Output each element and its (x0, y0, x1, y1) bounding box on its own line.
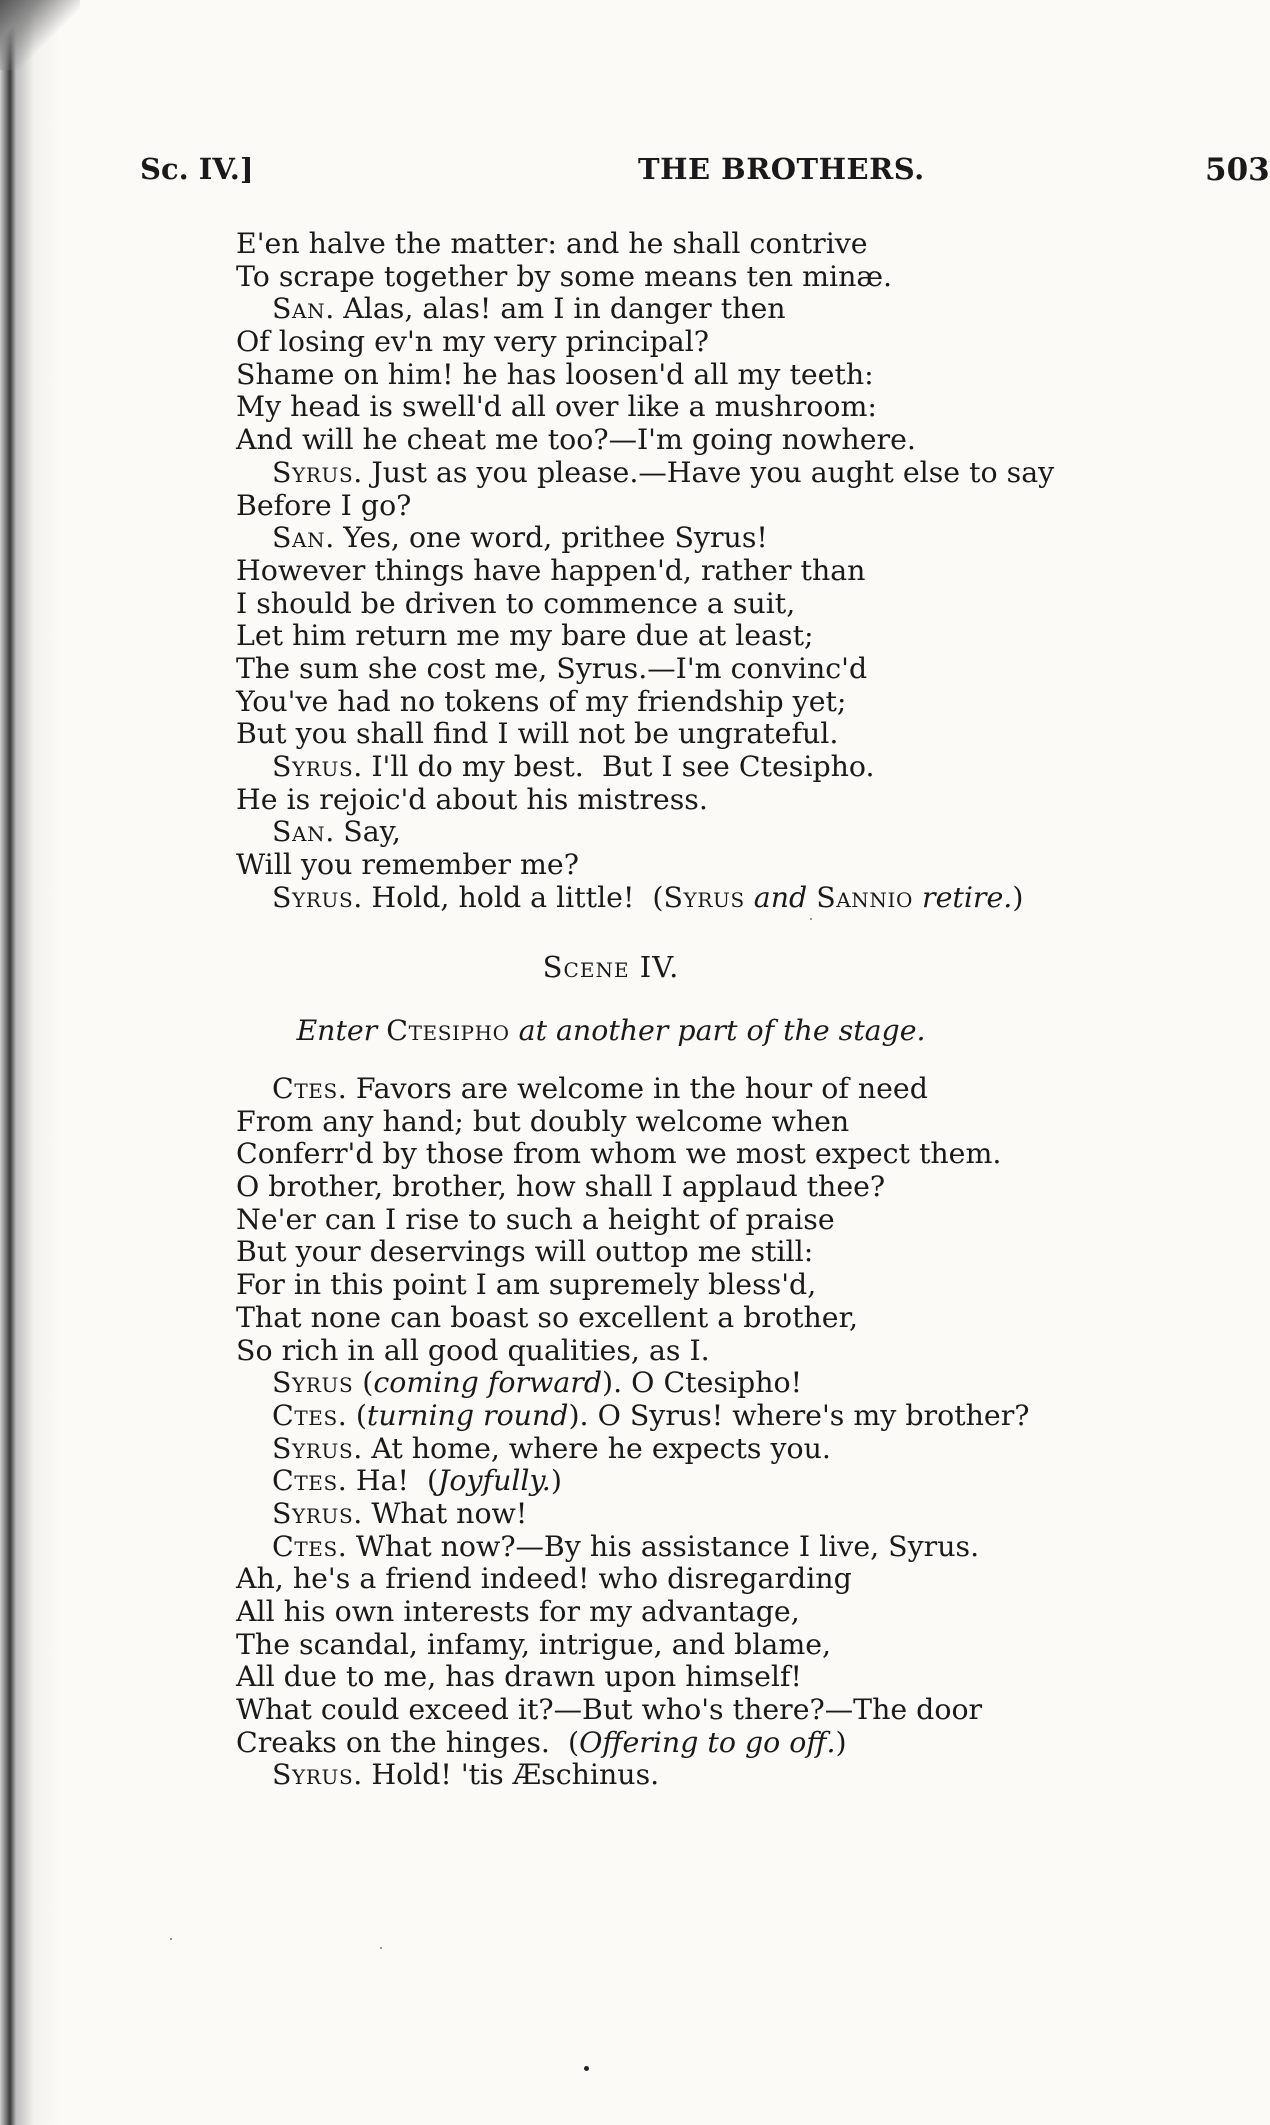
italic-text: retire. (913, 880, 1013, 914)
italic-text: Enter (296, 1014, 387, 1047)
text-run: What could exceed it?—But who's there?—The door (236, 1693, 983, 1727)
text-run: From any hand; but doubly welcome when (236, 1104, 850, 1138)
speaker-name: Ctes (272, 1529, 338, 1563)
verse-line (236, 1563, 1136, 1596)
text-run: ) (835, 1725, 847, 1759)
text-run: Creaks on the hinges. ( (236, 1725, 580, 1759)
verse-line (236, 490, 1136, 523)
verse-line (236, 1531, 1136, 1564)
verse-line (236, 1661, 1136, 1694)
verse-line (236, 784, 1136, 817)
italic-text: coming forward (373, 1366, 603, 1400)
text-run: For in this point I am supremely bless'd, (236, 1268, 817, 1302)
verse-line (236, 457, 1136, 490)
text-run: Will you remember me? (236, 848, 579, 882)
speaker-name: Syrus (663, 880, 745, 914)
text-run: . Just as you please.—Have you aught else to say (353, 455, 1055, 489)
verse-line (236, 653, 1136, 686)
verse-line (236, 751, 1136, 784)
speaker-name: San (272, 292, 326, 326)
text-run: My head is swell'd all over like a mushroom: (236, 390, 877, 424)
page-edge-shadow (0, 0, 60, 2125)
text-run: Of losing ev'n my very principal? (236, 325, 710, 359)
print-speck (380, 1947, 382, 1949)
text-run: . Alas, alas! am I in danger then (325, 292, 786, 326)
speaker-name: Syrus (272, 750, 354, 783)
verse-line (236, 1269, 1136, 1302)
speaker-name: San (272, 815, 326, 849)
verse-line (236, 620, 1136, 653)
text-run: . What now! (353, 1496, 528, 1530)
text-run: . Favors are welcome in the hour of need (337, 1072, 928, 1105)
text-run: O brother, brother, how shall I applaud thee? (236, 1170, 886, 1204)
text-run: Let him return me my bare due at least; (236, 619, 814, 653)
text-run: Conferr'd by those from whom we most expect them. (236, 1137, 1002, 1171)
text-run: But you shall find I will not be ungrateful. (236, 717, 839, 751)
text-run: So rich in all good qualities, as I. (236, 1333, 710, 1367)
page-number: 503 (1205, 152, 1270, 188)
text-run: ) (550, 1464, 562, 1498)
print-speck (810, 918, 812, 920)
speaker-name: Ctesipho (386, 1014, 510, 1047)
text-run: To scrape together by some means ten minæ. (236, 259, 893, 293)
text-run: ). O Ctesipho! (602, 1366, 802, 1400)
verse-line (236, 1727, 1136, 1760)
verse-line (236, 1236, 1136, 1269)
text-run: . Yes, one word, prithee Syrus! (325, 521, 768, 555)
verse-line (236, 391, 1136, 424)
verse-line (236, 718, 1136, 751)
italic-text: Joyfully. (438, 1464, 551, 1498)
text-run: . ( (337, 1398, 367, 1432)
text-run: . Ha! ( (337, 1464, 439, 1498)
text-run: He is rejoic'd about his mistress. (236, 782, 708, 816)
verse-line (236, 1302, 1136, 1335)
verse-line (236, 1629, 1136, 1662)
text-run: Ne'er can I rise to such a height of praise (236, 1202, 835, 1236)
verse-line (236, 1073, 1136, 1106)
verse-line (236, 882, 1136, 915)
speaker-name: Syrus (272, 1758, 354, 1792)
header-section-label: Sc. IV.] (140, 152, 254, 186)
text-run: You've had no tokens of my friendship yet; (236, 684, 847, 718)
verse-line (236, 1465, 1136, 1498)
running-header (140, 152, 1270, 196)
verse-line (236, 588, 1136, 621)
text-run: E'en halve the matter: and he shall contrive (236, 227, 868, 260)
text-run: But your deservings will outtop me still: (236, 1235, 814, 1269)
italic-text: at another part of the stage. (509, 1014, 926, 1047)
speaker-name: Syrus (272, 455, 354, 489)
italic-text: and (744, 880, 817, 914)
verse-line (236, 293, 1136, 326)
text-run: ) (1012, 880, 1024, 914)
speaker-name: Sannio (816, 880, 914, 914)
verse-line (236, 522, 1136, 555)
text-run: All his own interests for my advantage, (236, 1595, 800, 1628)
verse-block-2 (236, 1073, 1136, 1792)
verse-line (236, 326, 1136, 359)
verse-line (236, 228, 1136, 261)
verse-line (236, 1759, 1136, 1792)
text-run: . Say, (325, 815, 401, 849)
stage-direction (0, 1014, 1152, 1047)
text-run: Shame on him! he has loosen'd all my teeth: (236, 357, 874, 391)
verse-line (236, 555, 1136, 588)
verse-line (236, 1498, 1136, 1531)
italic-text: turning round (366, 1398, 569, 1432)
text-run: The sum she cost me, Syrus.—I'm convinc'd (236, 651, 868, 685)
verse-line (236, 1694, 1136, 1727)
verse-line (236, 1138, 1136, 1171)
text-run: . At home, where he expects you. (353, 1431, 831, 1465)
print-speck (584, 2066, 589, 2071)
text-run: All due to me, has drawn upon himself! (236, 1660, 802, 1694)
text-run: Before I go? (236, 488, 412, 522)
verse-line (236, 1596, 1136, 1629)
verse-line (236, 1171, 1136, 1204)
text-run: The scandal, infamy, intrigue, and blame, (236, 1627, 832, 1661)
italic-text: Offering to go off. (579, 1725, 836, 1759)
verse-line (236, 1106, 1136, 1139)
verse-line (236, 1335, 1136, 1368)
speaker-name: Ctes (272, 1072, 338, 1105)
speaker-name: Syrus (272, 1496, 354, 1530)
page-corner-curl (0, 0, 80, 70)
verse-line (236, 1204, 1136, 1237)
speaker-name: Ctes (272, 1464, 338, 1498)
speaker-name: Syrus (272, 1366, 354, 1400)
verse-line (236, 816, 1136, 849)
speaker-name: San (272, 521, 326, 555)
print-speck (170, 1938, 172, 1940)
verse-line (236, 359, 1136, 392)
text-run: And will he cheat me too?—I'm going nowhere. (236, 423, 916, 457)
verse-line (236, 849, 1136, 882)
verse-line (236, 686, 1136, 719)
speaker-name: Syrus (272, 1431, 354, 1465)
text-run: . I'll do my best. But I see Ctesipho. (353, 750, 875, 783)
text-run: . Hold! 'tis Æschinus. (353, 1758, 660, 1792)
verse-line (236, 1400, 1136, 1433)
verse-line (236, 424, 1136, 457)
verse-line (236, 1433, 1136, 1466)
verse-line (236, 1367, 1136, 1400)
text-run: ). O Syrus! where's my brother? (568, 1398, 1030, 1432)
text-run: . Hold, hold a little! ( (353, 880, 664, 914)
text-run: That none can boast so excellent a brother, (236, 1300, 859, 1334)
verse-block-1 (236, 228, 1136, 914)
scene-heading: Scene IV. (542, 950, 680, 984)
verse-line (236, 261, 1136, 294)
text-run: Ah, he's a friend indeed! who disregarding (236, 1562, 852, 1596)
text-run: I should be driven to commence a suit, (236, 586, 796, 620)
text-run: . What now?—By his assistance I live, Syrus. (337, 1529, 980, 1563)
speaker-name: Ctes (272, 1398, 338, 1432)
header-title: THE BROTHERS. (638, 152, 925, 186)
text-run: ( (353, 1366, 374, 1400)
text-run: However things have happen'd, rather than (236, 553, 866, 587)
speaker-name: Syrus (272, 880, 354, 914)
